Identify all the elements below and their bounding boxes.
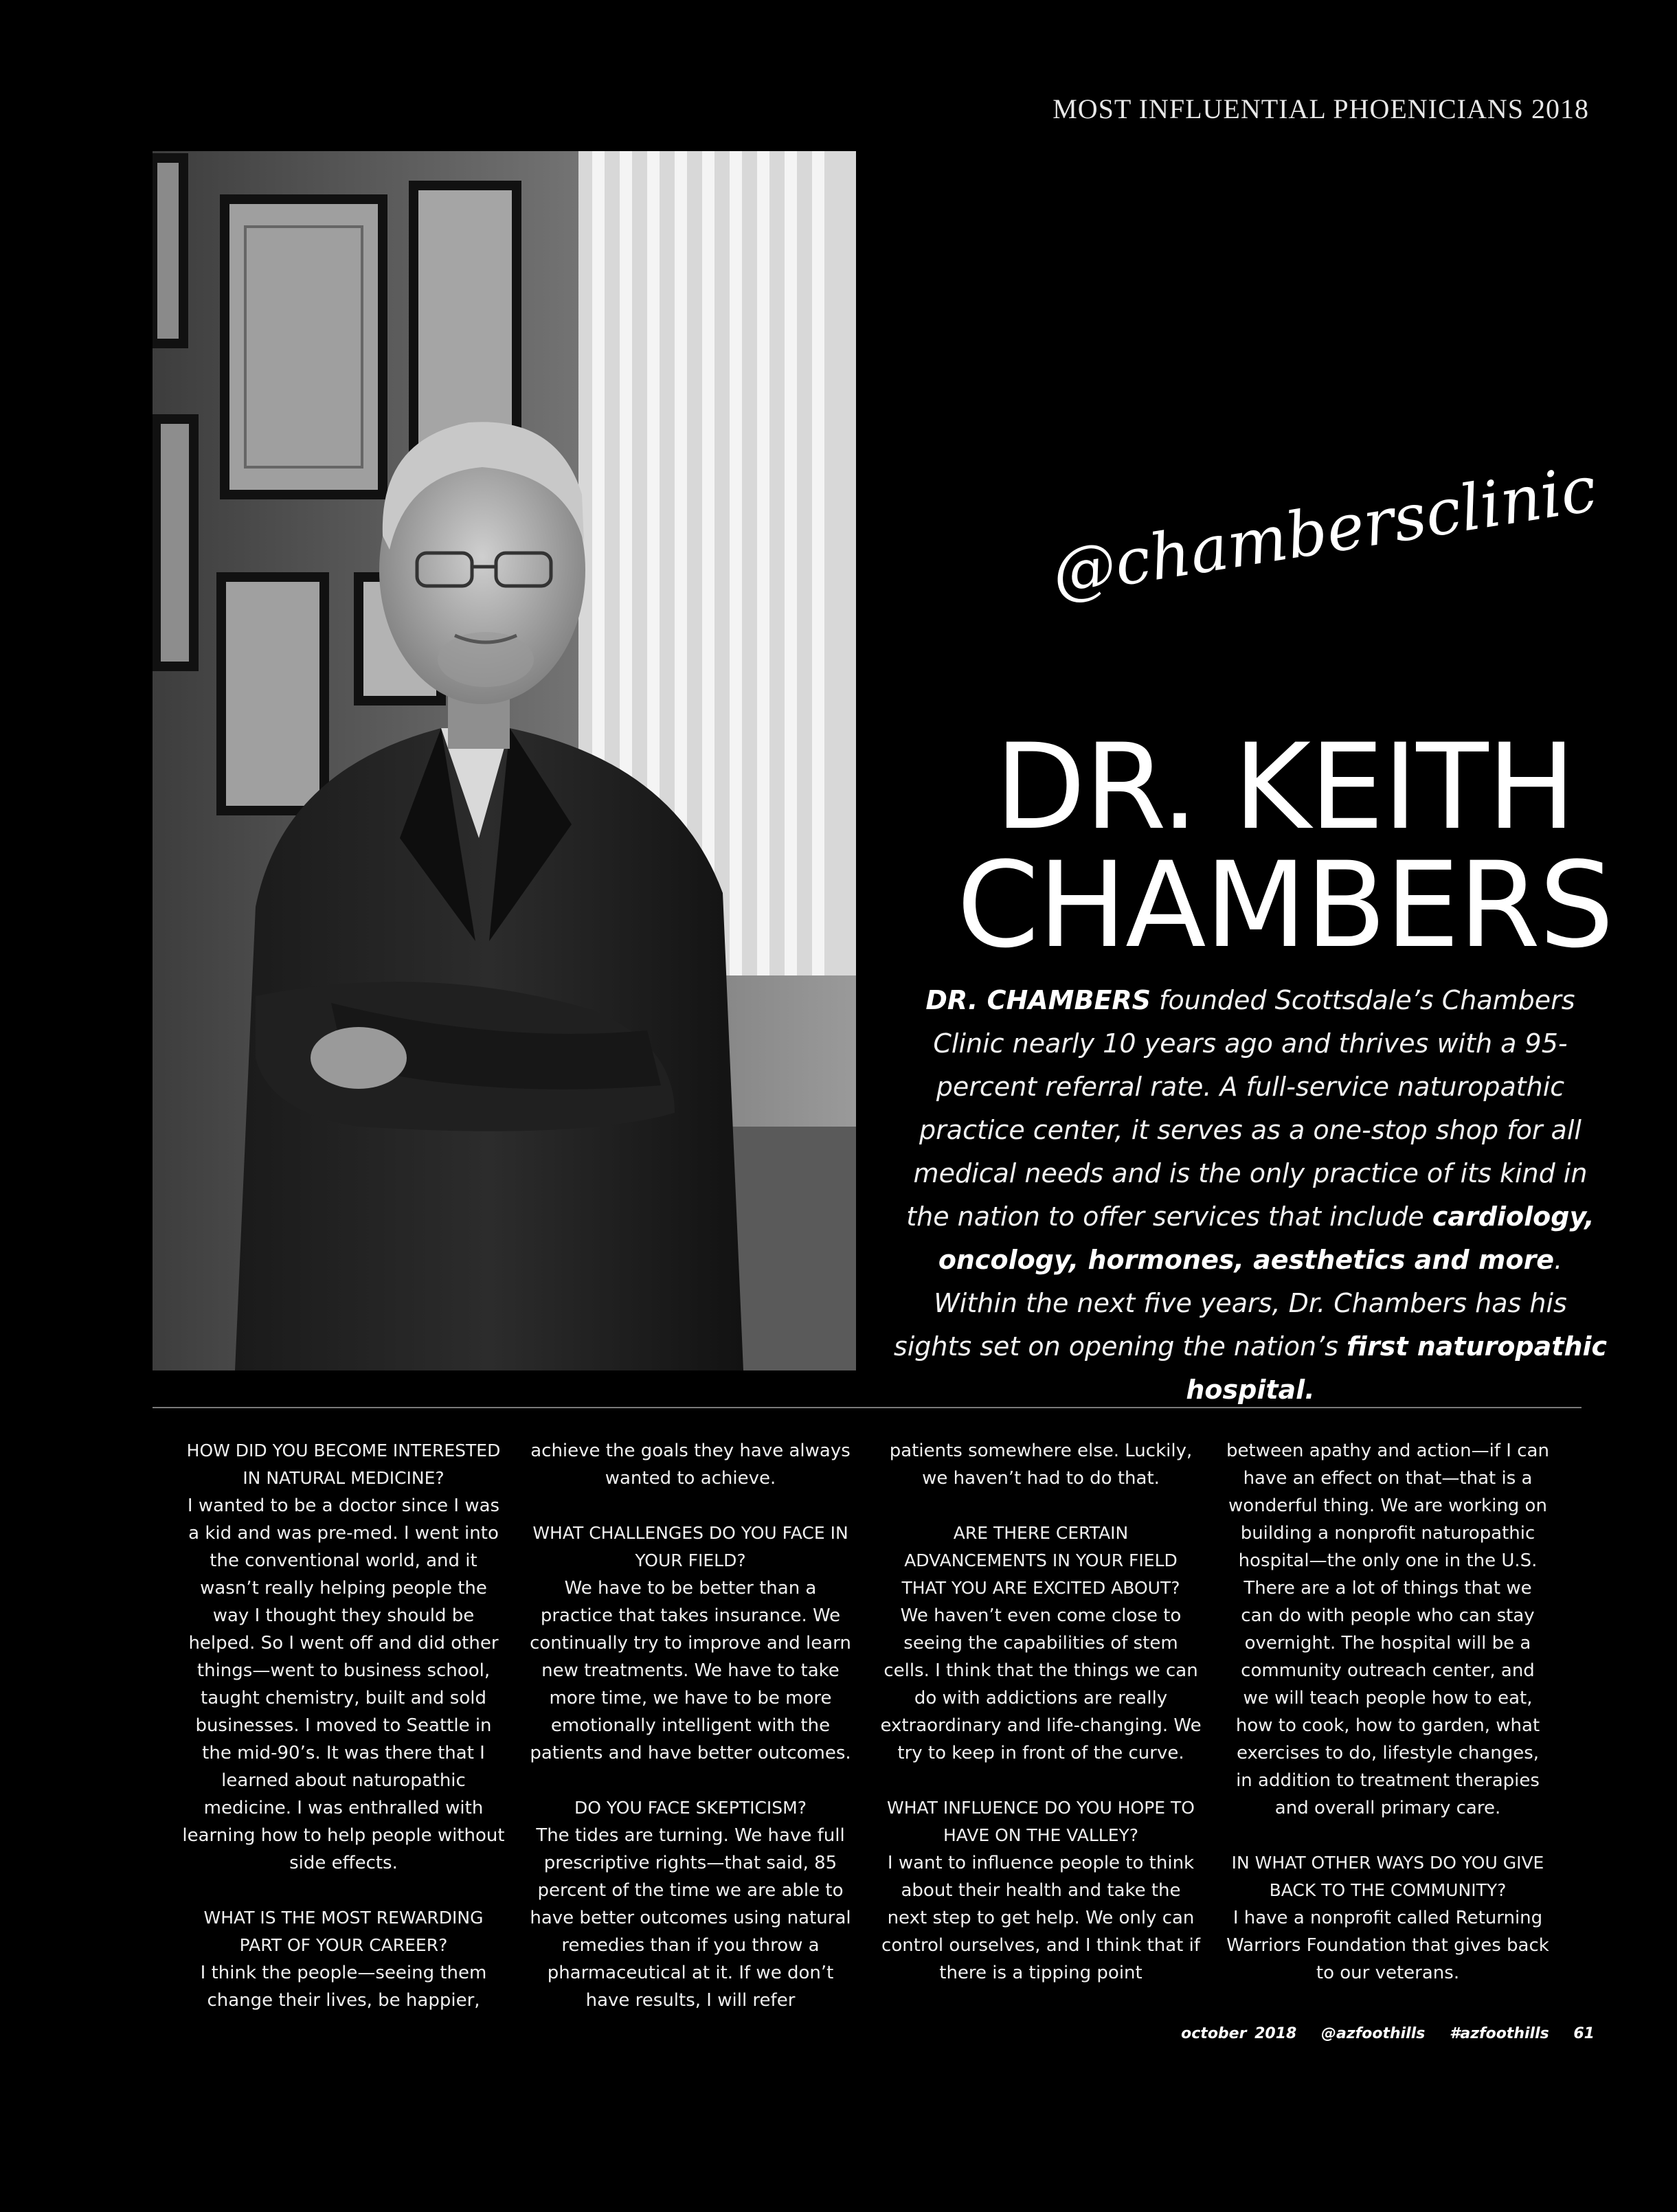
answer: achieve the goals they have always wanted to achieve. — [530, 1441, 851, 1489]
answer: I wanted to be a doctor since I was a kid and was pre-med. I went into the conventional world, and it wasn’t really helping people the way I thought they should be helped. So I went off and did other things—went to business school, taught chemistry, built and sold businesses. I moved to Seattle in the mid-90’s. It was there that I learned about naturopathic medicine. I was enthralled with learning how to help people without side effects. — [182, 1496, 505, 1873]
qa-column-2 — [529, 1437, 852, 2014]
intro-paragraph — [893, 979, 1608, 1412]
qa-column-4 — [1226, 1437, 1549, 1987]
footer-handle: @azfoothills — [1321, 2025, 1426, 2042]
intro-lead: DR. CHAMBERS — [925, 985, 1151, 1015]
answer: I want to influence people to think about their health and take the next step to get help. We only can control ourselves, and I think that if there is a tipping point — [881, 1853, 1200, 1983]
footer-issue: october 2018 — [1181, 2025, 1297, 2042]
answer: We haven’t even come close to seeing the capabilities of stem cells. I think that the things we can do with addictions are really extraordinary and life-changing. We try to keep in front of the curve. — [880, 1605, 1202, 1763]
question: HOW DID YOU BECOME INTERESTED IN NATURAL MEDICINE? — [186, 1441, 501, 1488]
answer: I think the people—seeing them change their lives, be happier, — [200, 1963, 487, 2011]
intro-bold-2: first naturopathic hospital. — [1186, 1331, 1608, 1405]
question: DO YOU FACE SKEPTICISM? — [574, 1798, 807, 1818]
page-footer — [1164, 2025, 1595, 2042]
intro-bold-1: cardiology, oncology, hormones, aesthetics and more — [938, 1201, 1595, 1275]
divider — [153, 1407, 1582, 1408]
answer: The tides are turning. We have full prescriptive rights—that said, 85 percent of the time we are able to have better outcomes using natural remedies than if you throw a pharmaceutical at it. If we don’t have results, I will refer — [530, 1825, 851, 2011]
page-number: 61 — [1573, 2025, 1595, 2042]
qa-column-3 — [879, 1437, 1202, 1987]
intro-text-1: founded Scottsdale’s Chambers Clinic nearly 10 years ago and thrives with a 95-percent referral rate. A full-service naturopathic practice center, it serves as a one-stop shop for all medical needs and is the only practice of its kind in the nation to offer services that include — [906, 985, 1588, 1232]
answer: We have to be better than a practice that takes insurance. We continually try to improve and learn new treatments. We have to take more time, we have to be more emotionally intelligent with the patients and have better outcomes. — [530, 1578, 851, 1763]
question: WHAT INFLUENCE DO YOU HOPE TO HAVE ON THE VALLEY? — [887, 1798, 1195, 1845]
qa-column-1 — [182, 1437, 505, 2014]
answer: between apathy and action—if I can have an effect on that—that is a wonderful thing. We are working on building a nonprofit naturopathic hospital—the only one in the U.S. There are a lot of things that we can do with people who can stay overnight. The hospital will be a community outreach center, and we will teach people how to eat, how to cook, how to garden, what exercises to do, lifestyle changes, in addition to treatment therapies and overall primary care. — [1226, 1441, 1549, 1818]
portrait-photo — [153, 151, 856, 1370]
section-header: MOST INFLUENTIAL PHOENICIANS 2018 — [1053, 93, 1589, 124]
instagram-handle: @chambersclinic — [1047, 451, 1601, 611]
intro-text-2: . Within the next five years, Dr. Chambers has his sights set on opening the nation’s — [893, 1245, 1567, 1362]
question: WHAT IS THE MOST REWARDING PART OF YOUR CAREER? — [203, 1908, 484, 1955]
question: ARE THERE CERTAIN ADVANCEMENTS IN YOUR FIELD THAT YOU ARE EXCITED ABOUT? — [901, 1523, 1180, 1598]
footer-hashtag: #azfoothills — [1450, 2025, 1549, 2042]
profile-name — [893, 718, 1676, 974]
name-line-1: DR. KEITH — [995, 718, 1575, 856]
question: WHAT CHALLENGES DO YOU FACE IN YOUR FIELD? — [532, 1523, 848, 1570]
portrait-illustration — [153, 151, 856, 1370]
question: IN WHAT OTHER WAYS DO YOU GIVE BACK TO THE COMMUNITY? — [1231, 1853, 1544, 1900]
answer: patients somewhere else. Luckily, we haven’t had to do that. — [889, 1441, 1193, 1489]
answer: I have a nonprofit called Returning Warriors Foundation that gives back to our veterans. — [1226, 1908, 1549, 1983]
name-line-2: CHAMBERS — [956, 836, 1613, 974]
